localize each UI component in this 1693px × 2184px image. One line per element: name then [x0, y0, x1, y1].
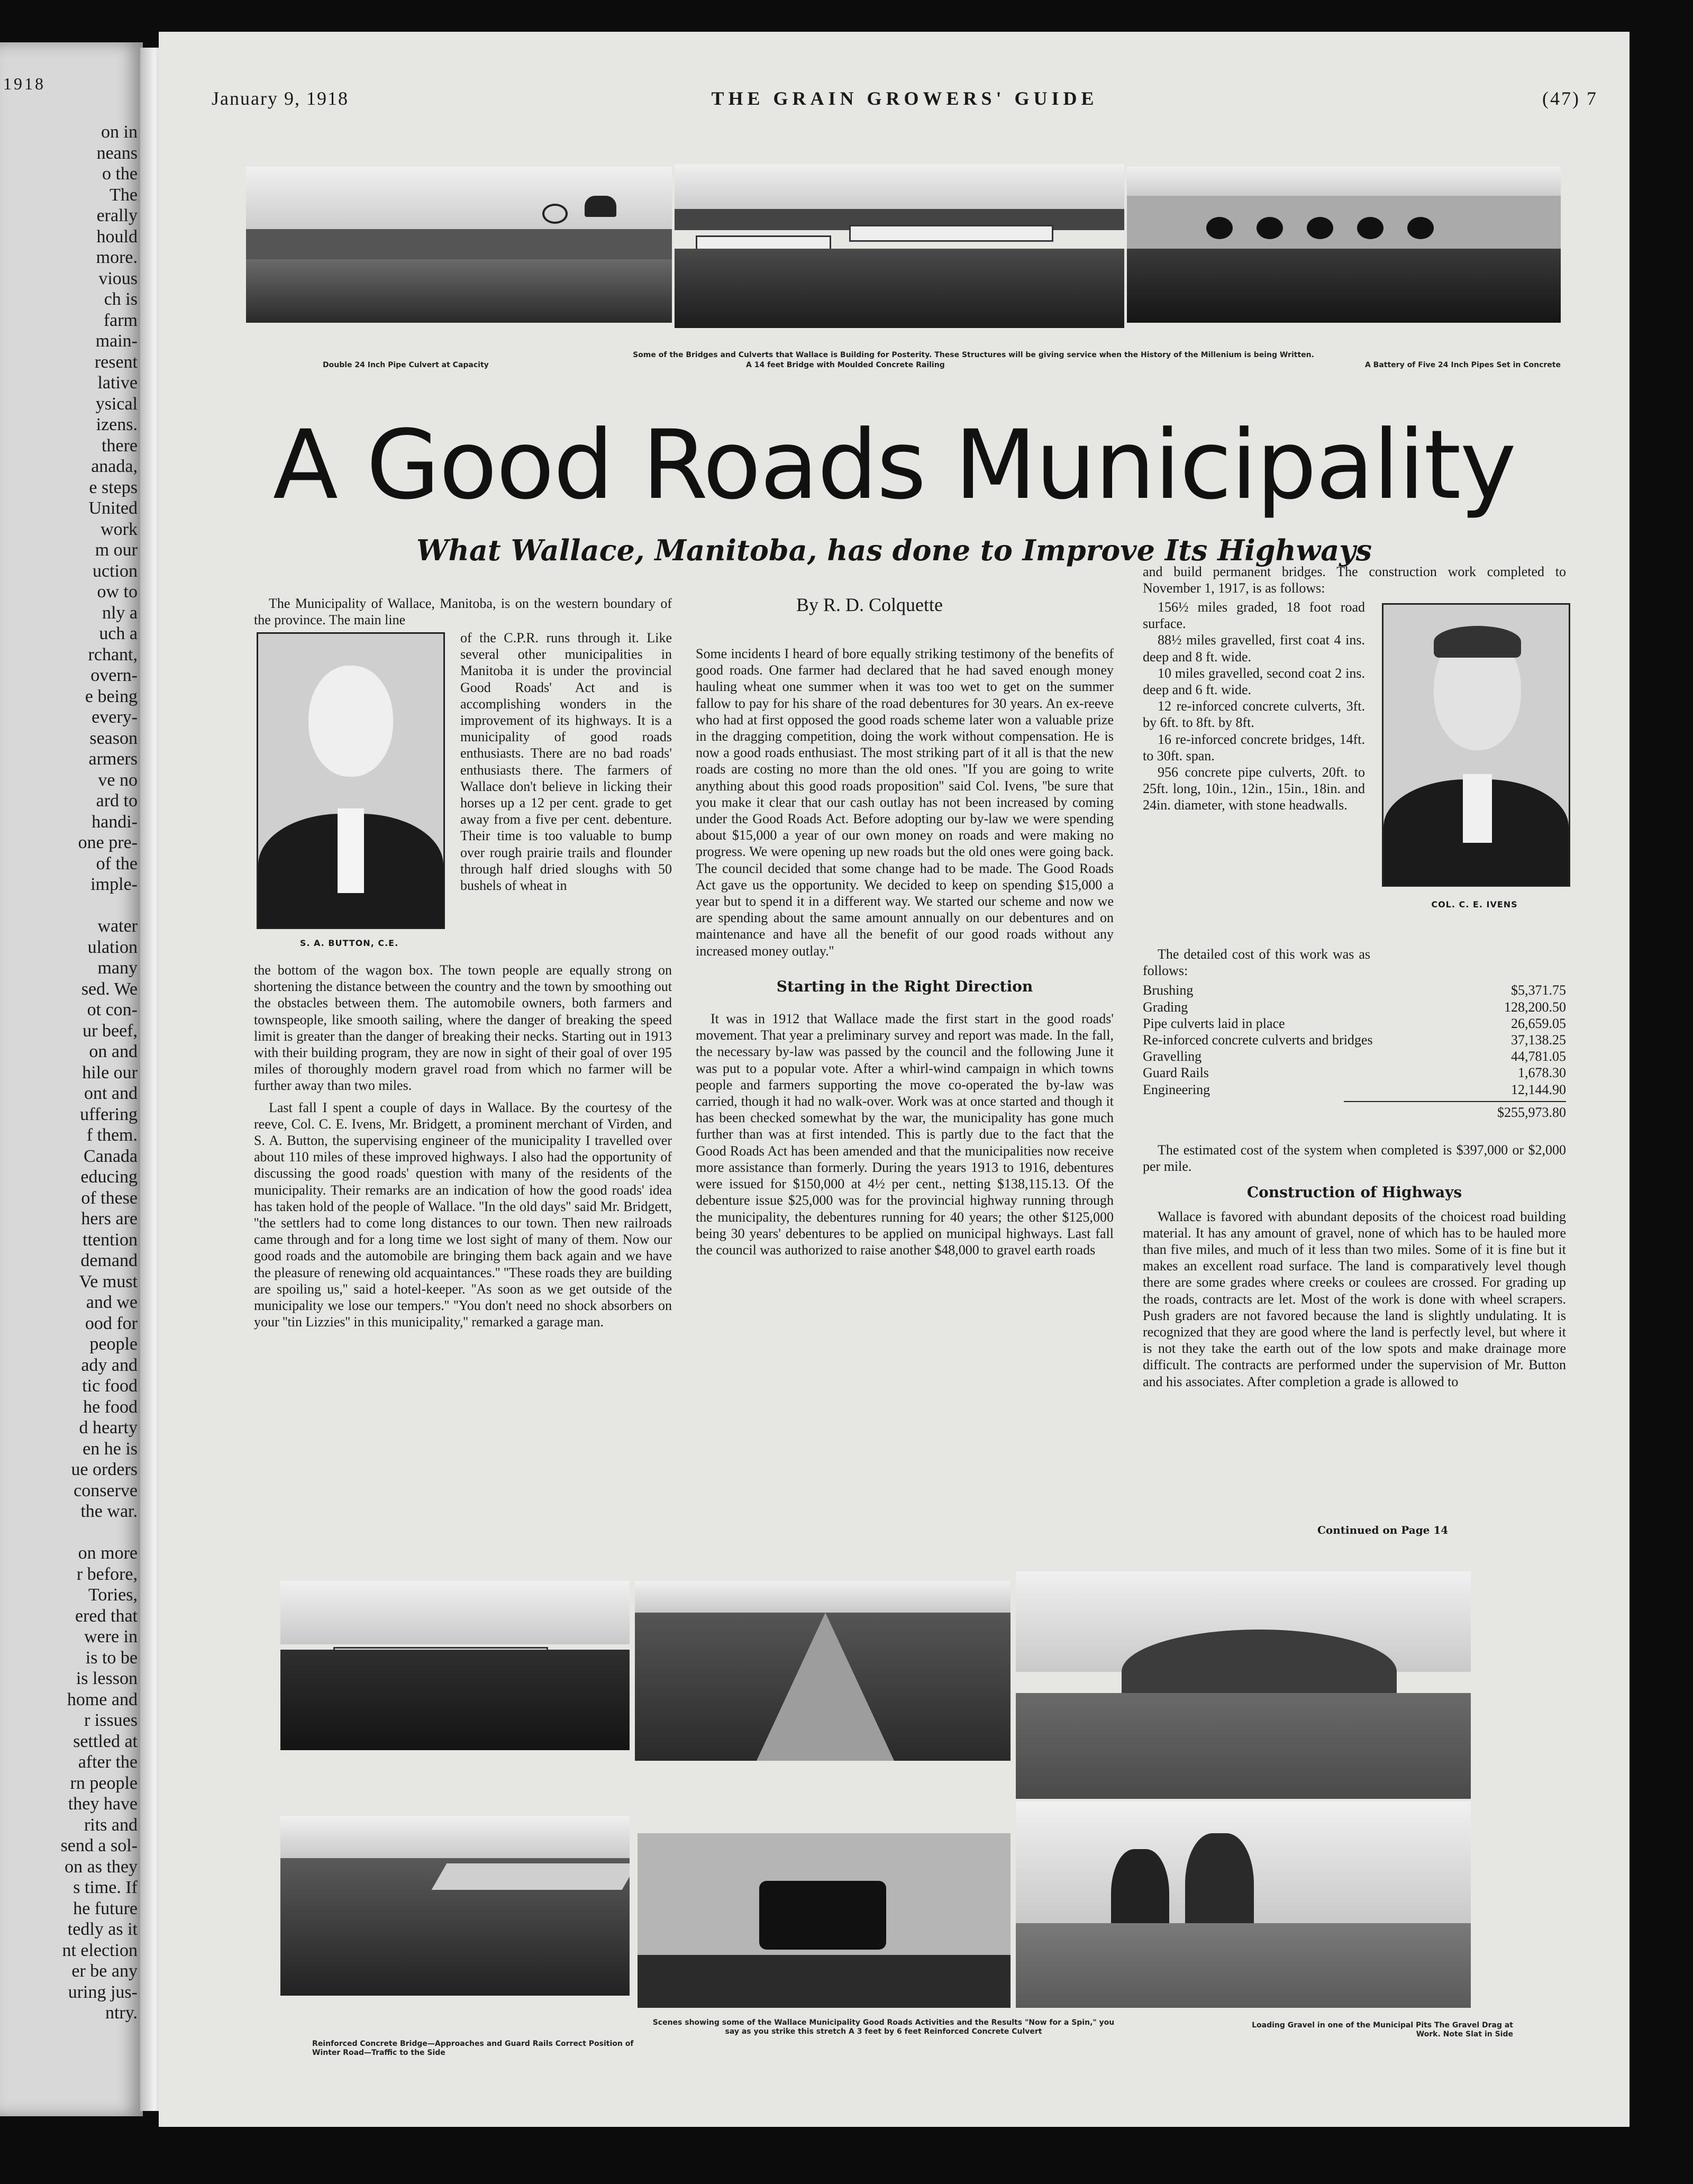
article-title: A Good Roads Municipality: [272, 410, 1516, 521]
col2-p2: It was in 1912 that Wallace made the first start in the good roads' movement. That year a preliminary survey and report was made. In the fall, the necessary by-law was passed by the council and the following June it was put to a popular vote. After a whirl-wind campaign in which towns people and farmers supporting the move co-operated the by-law was carried, though it had no walk-over. Work was at once started and though it has been checked somewhat by the war, the municipality has gone much further than was at first intended. This is partly due to the fact that the Good Roads Act has been amended and that the municipalities now receive more assistance than formerly. During the years 1913 to 1916, debentures were issued for $150,000 at 4½ per cent., netting $138,115.13. Of the debenture issue $25,000 was for the provincial highway running through the municipality, the debentures running for 40 years; the other $125,000 being 30 years' debentures to be applied on municipal highways. Last fall the council was authorized to raise another $48,000 to gravel earth roads: [696, 1011, 1114, 1258]
works-item: 12 re-inforced concrete culverts, 3ft. by 6ft. to 8ft. by 8ft.: [1143, 698, 1365, 731]
photo-pipe-culvert: [246, 167, 672, 323]
left-page-line: uch a: [99, 624, 138, 643]
top-caption-right: A Battery of Five 24 Inch Pipes Set in Concrete: [1364, 361, 1561, 369]
article-byline: By R. D. Colquette: [796, 594, 943, 615]
left-page-line: settled at: [73, 1731, 138, 1751]
left-page-line: lative: [97, 373, 138, 393]
left-page-text: [0, 122, 138, 2024]
cost-table: [1143, 982, 1566, 1097]
left-page-line: he food: [83, 1397, 138, 1417]
bottom-caption-left: Reinforced Concrete Bridge—Approaches and Guard Rails Correct Position of Winter Road—Traffic to the Side: [312, 2040, 634, 2057]
left-page-line: ard to: [96, 791, 138, 811]
page-header: [212, 87, 1598, 119]
left-page-line: send a sol-: [60, 1836, 138, 1855]
left-page-line: hould: [96, 226, 138, 247]
left-page-line: rits and: [84, 1815, 138, 1835]
col1-beside-text: of the C.P.R. runs through it. Like several other municipalities in Manitoba it is under the provincial Good Roads' Act and is accomplishing wonders in the improvement of its highways. It is a municipality of good roads enthusiasts. There are no bad roads' enthusiasts there. The farmers of Wallace don't believe in licking their horses up a 12 per cent. grade to get away from a five per cent. debenture. Their time is too valuable to bump over rough prairie trails and flounder through half dried sloughs with 50 bushels of wheat in: [460, 630, 672, 894]
cost-row: [1143, 1048, 1566, 1064]
top-caption-main: Some of the Bridges and Culverts that Wallace is Building for Posterity. These Structures will be giving service when the History of the Millenium is being Written.: [633, 351, 1314, 359]
left-page-line: s time. If: [73, 1878, 138, 1897]
left-page-line: Canada: [84, 1146, 138, 1166]
continued-note: Continued on Page 14: [1317, 1524, 1449, 1536]
article-subtitle: What Wallace, Manitoba, has done to Improve Its Highways: [416, 533, 1372, 567]
left-page-line: United: [88, 498, 138, 518]
cost-label: Grading: [1143, 999, 1188, 1015]
left-page-line: ered that: [75, 1606, 138, 1626]
cost-amount: 12,144.90: [1511, 1081, 1566, 1097]
left-page-line: one pre-: [78, 833, 138, 852]
left-page-line: [0, 1522, 138, 1543]
cost-total: $255,973.80: [1344, 1101, 1566, 1121]
left-page-line: r issues: [84, 1710, 138, 1730]
left-page-line: handi-: [92, 812, 138, 832]
left-page-line: r before,: [76, 1564, 138, 1584]
cost-label: Guard Rails: [1143, 1065, 1209, 1081]
left-page-line: on as they: [65, 1857, 138, 1877]
left-page-line: ttention: [83, 1230, 138, 1250]
left-page-line: en he is: [83, 1439, 138, 1459]
left-page-line: m our: [95, 540, 138, 560]
cost-amount: $5,371.75: [1511, 982, 1566, 998]
left-page-line: after the: [78, 1752, 138, 1772]
left-page-line: e steps: [89, 477, 138, 497]
left-page-line: uction: [93, 561, 138, 581]
left-page-line: ot con-: [87, 1000, 138, 1020]
left-page-line: imple-: [90, 875, 138, 894]
cost-amount: 1,678.30: [1518, 1065, 1566, 1081]
bottom-caption-center: Scenes showing some of the Wallace Municipality Good Roads Activities and the Results "Now for a Spin," you say as you strike this stretch A 3 feet by 6 feet Reinforced Concrete Culvert: [652, 2018, 1115, 2036]
left-page-line: tedly as it: [67, 1919, 138, 1939]
left-page-line: ysical: [95, 394, 138, 414]
works-item: 156½ miles graded, 18 foot road surface.: [1143, 599, 1365, 632]
left-page-line: conserve: [74, 1480, 138, 1500]
bottom-caption-right: Loading Gravel in one of the Municipal Pits The Gravel Drag at Work. Note Slat in Side: [1252, 2021, 1513, 2039]
left-page-line: ulation: [87, 937, 138, 957]
left-page-line: vious: [98, 268, 138, 288]
cost-row: [1143, 1032, 1566, 1048]
left-page-line: he future: [73, 1898, 138, 1918]
left-page-line: ntry.: [105, 2003, 138, 2023]
top-caption-left: Double 24 Inch Pipe Culvert at Capacity: [323, 361, 489, 369]
left-page-line: uring jus-: [68, 1982, 138, 2002]
left-page-line: erally: [96, 206, 138, 225]
left-page-line: uffering: [80, 1104, 138, 1124]
left-page-line: Tories,: [88, 1585, 138, 1605]
issue-date: January 9, 1918: [212, 88, 349, 109]
left-page-line: every-: [92, 707, 138, 727]
newspaper-page: [159, 32, 1630, 2127]
left-page-line: ue orders: [71, 1460, 138, 1479]
photo-concrete-culvert: [638, 1833, 1011, 2008]
cost-row: [1143, 999, 1566, 1015]
col3-p2: Wallace is favored with abundant deposits of the choicest road building material. It has any amount of gravel, none of which has to be hauled more than five miles, and much of it less than two miles. Some of it is fine but it makes an excellent road surface. The land is comparatively level though there are some grades where creeks or coulees are crossed. For grading up the roads, contracts are let. Most of the work is done with wheel scrapers. Push graders are not favored because the land is slightly undulating. It is recognized that they are good where the land is perfectly level, but where it is not they take the earth out of the low spots and make drainage more difficult. The contracts are performed under the supervision of Mr. Button and his associates. After completion a grade is allowed to: [1143, 1208, 1566, 1389]
left-page-line: ch is: [104, 289, 138, 309]
left-page-line: sed. We: [81, 979, 138, 999]
left-page-line: of these: [81, 1188, 138, 1208]
left-page-line: of the: [96, 853, 138, 873]
left-page-line: is to be: [85, 1648, 138, 1668]
cost-label: Brushing: [1143, 982, 1194, 998]
left-page-line: on more: [78, 1543, 138, 1563]
column-1-intro: [254, 595, 672, 628]
left-page-line: season: [89, 728, 138, 748]
top-caption-center: A 14 feet Bridge with Moulded Concrete Railing: [746, 361, 945, 369]
left-page-header: 1918: [3, 74, 45, 93]
left-page-line: ady and: [81, 1355, 138, 1375]
cost-label: Gravelling: [1143, 1049, 1202, 1064]
photo-spin-stretch: [635, 1581, 1011, 1761]
left-page-line: were in: [84, 1627, 138, 1646]
left-page-line: anada,: [91, 457, 138, 476]
photo-winter-road: [280, 1816, 630, 1996]
cost-row: [1143, 1015, 1566, 1032]
cost-row: [1143, 1081, 1566, 1098]
portrait-caption-ivens: COL. C. E. IVENS: [1431, 899, 1518, 909]
left-page-line: izens.: [96, 415, 138, 434]
left-page-line: on and: [89, 1042, 138, 1061]
column-1-main: [254, 962, 672, 1330]
left-page-line: there: [102, 435, 138, 456]
left-page-line: ow to: [97, 582, 138, 602]
column-3-costs: [1143, 946, 1566, 1390]
cost-label: Pipe culverts laid in place: [1143, 1015, 1285, 1031]
left-page-line: nt election: [62, 1940, 138, 1960]
page-number: (47) 7: [1542, 88, 1598, 109]
left-page-line: educing: [80, 1167, 138, 1187]
column-3-top: [1143, 563, 1566, 596]
left-page-line: demand: [80, 1251, 138, 1270]
left-page-line: resent: [94, 352, 138, 372]
left-page-line: armers: [88, 749, 138, 769]
left-page-line: e being: [85, 686, 138, 706]
left-page-line: more.: [96, 248, 138, 267]
left-page-line: The: [110, 185, 138, 205]
portrait-c-e-ivens: [1382, 603, 1570, 887]
left-page-line: o the: [102, 164, 138, 184]
left-page-fragment: [0, 42, 143, 2116]
left-page-line: water: [97, 916, 138, 936]
paper-name: THE GRAIN GROWERS' GUIDE: [711, 88, 1098, 109]
left-page-line: main-: [95, 331, 138, 351]
left-page-line: farm: [103, 310, 138, 330]
portrait-caption-button: S. A. BUTTON, C.E.: [299, 938, 399, 948]
left-page-line: hers are: [81, 1209, 138, 1229]
left-page-line: ood for: [85, 1313, 138, 1333]
cost-label: Re-inforced concrete culverts and bridges: [1143, 1032, 1373, 1048]
photo-loading-gravel: [1016, 1571, 1471, 1799]
left-page-line: work: [101, 519, 138, 539]
photo-bridge-approaches: [280, 1581, 630, 1750]
left-page-line: rn people: [70, 1773, 138, 1793]
left-page-line: rchant,: [88, 644, 138, 665]
photo-pipe-battery: [1127, 167, 1561, 323]
left-page-line: home and: [67, 1689, 138, 1709]
left-page-line: overn-: [90, 666, 138, 685]
col2-p1: Some incidents I heard of bore equally striking testimony of the benefits of good roads. One farmer had declared that he had saved enough money hauling wheat one summer when it was too wet to get on the summer fallow to pay for his share of the road debentures for 30 years. An ex-reeve who had at first opposed the good roads scheme later won a valuable prize in the dragging competition, doing the work without compensation. He is now a good roads enthusiast. The most striking part of it all is that the new roads are costing no more than the old ones. ''If you are going to write anything about this good roads proposition'' said Col. Ivens, ''be sure that you make it clear that our cash outlay has not been increased by coming under the Good Roads Act. Before adopting our by-law we were spending about $15,000 a year of our own money on roads and were making no progress. We were opening up new roads but the old ones were going back. The council decided that some change had to be made. The Good Roads Act gave us the opportunity. We decided to keep on spending $15,000 a year but to spend it in a different way. We started our scheme and now we are spending about the same amount annually on our debentures and on maintenance and have all the benefit of our good roads without any increased money outlay.'': [696, 646, 1114, 959]
column-3-works: [1143, 599, 1365, 814]
col1-intro-text: The Municipality of Wallace, Manitoba, is on the western boundary of the province. The main line: [254, 596, 672, 628]
col1-p1-rest: the bottom of the wagon box. The town people are equally strong on shortening the distance between the country and the town by smoothing out the obstacles between them. The automobile owners, both farmers and townspeople, like smooth sailing, where the danger of breaking the speed limit is greater than the danger of breaking their necks. Starting out in 1913 with their building program, they are now in sight of their goal of over 195 miles of thoroughly modern gravel road from which no farmer will be further away than two miles.: [254, 962, 672, 1094]
column-1-beside-portrait: [460, 630, 672, 894]
col3-heading: Construction of Highways: [1246, 1184, 1462, 1202]
cost-amount: 37,138.25: [1511, 1032, 1566, 1048]
left-page-line: people: [89, 1334, 138, 1354]
cost-row: [1143, 982, 1566, 998]
left-page-line: ve no: [98, 770, 138, 790]
col1-p2: Last fall I spent a couple of days in Wallace. By the courtesy of the reeve, Col. C. E. Ivens, Mr. Bridgett, a prominent merchant of Virden, and S. A. Button, the supervising engineer of the municipality I travelled over about 110 miles of these improved highways. I also had the opportunity of discussing the good roads' question with many of the residents of the municipality. Their remarks are an indication of how the good roads' idea has taken hold of the people of Wallace. ''In the old days'' said Mr. Bridgett, ''the settlers had to come long distances to our town. Then new railroads came through and for a long time we lost sight of many of them. Now our good roads and the automobile are bringing them back again and we have the pleasure of renewing old acquaintances.'' ''These roads they are building are spoiling us,'' said a hotel-keeper. ''As soon as we get outside of the municipality we lose our tempers.'' ''You don't need no shock absorbers on your ''tin Lizzies'' in this municipality,'' remarked a garage man.: [254, 1099, 672, 1330]
cost-amount: 128,200.50: [1504, 999, 1566, 1015]
left-page-line: is lesson: [76, 1669, 138, 1688]
left-page-line: tic food: [82, 1376, 138, 1396]
works-item: 10 miles gravelled, second coat 2 ins. deep and 6 ft. wide.: [1143, 665, 1365, 698]
left-page-line: neans: [96, 143, 138, 163]
left-page-line: nly a: [102, 603, 138, 623]
left-page-line: d hearty: [79, 1418, 138, 1437]
col3-estimate: The estimated cost of the system when completed is $397,000 or $2,000 per mile.: [1143, 1142, 1566, 1175]
left-page-line: f them.: [86, 1125, 138, 1145]
works-item: 956 concrete pipe culverts, 20ft. to 25ft. long, 10in., 12in., 15in., 18in. and 24in. diameter, with stone headwalls.: [1143, 765, 1365, 813]
left-page-line: many: [97, 958, 138, 978]
photo-concrete-bridge: [675, 164, 1124, 328]
cost-amount: 26,659.05: [1511, 1015, 1566, 1031]
col3-p1-top: and build permanent bridges. The construction work completed to November 1, 1917, is as follows:: [1143, 564, 1566, 596]
portrait-s-a-button: [257, 632, 445, 929]
works-item: 88½ miles gravelled, first coat 4 ins. deep and 8 ft. wide.: [1143, 632, 1365, 665]
cost-label: Engineering: [1143, 1081, 1210, 1097]
column-2: [696, 645, 1114, 1258]
photo-gravel-drag: [1016, 1801, 1471, 2008]
left-page-line: ur beef,: [83, 1021, 138, 1041]
left-page-line: and we: [86, 1293, 138, 1312]
cost-amount: 44,781.05: [1511, 1049, 1566, 1064]
left-page-line: the war.: [80, 1502, 138, 1521]
left-page-line: ont and: [84, 1084, 138, 1103]
cost-row: [1143, 1064, 1566, 1081]
col3-cost-intro: The detailed cost of this work was as follows:: [1143, 947, 1370, 979]
left-page-line: they have: [68, 1794, 138, 1814]
col2-heading: Starting in the Right Direction: [776, 977, 1033, 995]
left-page-line: er be any: [71, 1961, 138, 1981]
left-page-line: [0, 895, 138, 916]
works-item: 16 re-inforced concrete bridges, 14ft. to 30ft. span.: [1143, 731, 1365, 763]
left-page-line: Ve must: [79, 1271, 138, 1291]
left-page-line: hile our: [82, 1062, 138, 1082]
left-page-line: on in: [101, 122, 138, 142]
